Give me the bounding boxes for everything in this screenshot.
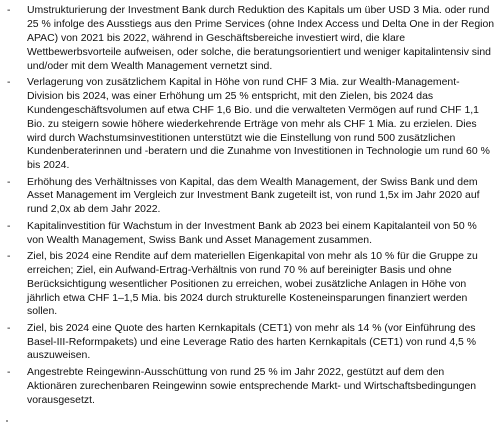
page-mark-dot [6,420,8,422]
list-item-text: Umstrukturierung der Investment Bank durch Reduktion des Kapitals um über USD 3 Mia. oder rund 25 % infolge des Ausstiegs aus den Prime Services (ohne Index Access und Delta One in der Region APAC) von 2021 bis 2022, während in Geschäftsbereiche investiert wird, die klare Wettbewerbsvorteile aufweisen, oder solche, die beratungsorientiert und weniger kapitalintensiv sind und/oder mit dem Wealth Management vernetzt sind. [27,5,495,72]
list-item [5,76,495,173]
list-item [5,176,495,218]
list-item-text: Angestrebte Reingewinn-Ausschüttung von rund 25 % im Jahr 2022, gestützt auf dem den Aktionären zurechenbaren Reingewinn sowie entsprechende Markt- und Wirtschaftsbedingungen vorausgesetzt. [27,366,477,406]
bullet-dash: - [7,5,11,16]
bullet-dash: - [7,250,11,262]
bullet-list [5,4,495,410]
bullet-dash: - [7,220,11,232]
list-item [5,220,495,248]
list-item-text: Verlagerung von zusätzlichem Kapital in Höhe von rund CHF 3 Mia. zur Wealth-Management-Division bis 2024, was einer Erhöhung um 25 % entspricht, mit den Zielen, bis 2024 das Kundengeschäftsvolumen auf etwa CHF 1,6 Bio. und die verwalteten Vermögen auf rund CHF 1,1 Bio. zu steigern sowie höhere wiederkehrende Erträge von mehr als CHF 1 Mia. zu erzielen. Dies wird durch Wachstumsinvestitionen unterstützt wie die Einstellung von rund 500 zusätzlichen Kundenberaterinnen und -beratern und die Zunahme von Investitionen in Technologie um rund 60 % bis 2024. [27,76,490,172]
list-item-text: Kapitalinvestition für Wachstum in der Investment Bank ab 2023 bei einem Kapitalanteil von 50 % von Wealth Management, Swiss Bank und Asset Management zusammen. [27,220,477,246]
list-item [5,250,495,320]
bullet-dash: - [7,322,11,334]
list-item-text: Ziel, bis 2024 eine Quote des harten Kernkapitals (CET1) von mehr als 14 % (vor Einführung des Basel-III-Reformpakets) und eine Leverage Ratio des harten Kernkapitals (CET1) von rund 4,5 % auszuweisen. [27,322,477,362]
bullet-dash: - [7,366,11,378]
bullet-dash: - [7,76,11,88]
list-item [5,322,495,364]
list-item-text: Erhöhung des Verhältnisses von Kapital, das dem Wealth Management, der Swiss Bank und dem Asset Management im Vergleich zur Investment Bank zugeteilt ist, von rund 1,5x im Jahr 2020 auf rund 2,0x ab dem Jahr 2022. [27,176,480,216]
list-item [5,366,495,408]
list-item-text: Ziel, bis 2024 eine Rendite auf dem materiellen Eigenkapital von mehr als 10 % für die Gruppe zu erreichen; Ziel, ein Aufwand-Ertrag-Verhältnis von rund 70 % auf bereinigter Basis und ohne Berücksichtigung wesentlicher Positionen zu erreichen, wobei zusätzliche Anlagen in Höhe von jährlich etwa CHF 1–1,5 Mia. bis 2024 durch strukturelle Kosteneinsparungen finanziert werden sollen. [27,250,478,318]
list-item [5,4,495,74]
bullet-dash: - [7,176,11,188]
